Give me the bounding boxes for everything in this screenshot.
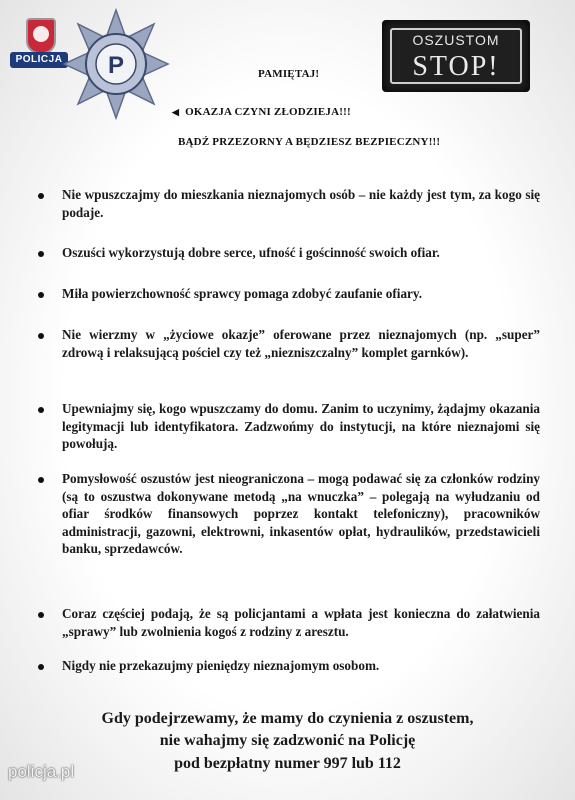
stamp-line-2: STOP! — [412, 51, 500, 82]
scam-stop-stamp — [382, 20, 530, 92]
list-item — [62, 326, 540, 361]
heading-occasion — [172, 106, 351, 118]
star-emblem-letter: P — [107, 52, 125, 79]
list-item-text: Nigdy nie przekazujmy pieniędzy nieznajomym osobom. — [62, 658, 380, 673]
bullet-icon — [38, 251, 44, 257]
police-logo — [10, 14, 68, 72]
stamp-line-1: OSZUSTOM — [412, 32, 500, 48]
footer-line-1: Gdy podejrzewamy, że mamy do czynienia z oszustem, — [101, 710, 474, 727]
heading-careful: BĄDŹ PRZEZORNY A BĘDZIESZ BEZPIECZNY!!! — [178, 136, 441, 148]
police-star-emblem — [62, 8, 170, 120]
list-item-text: Nie wpuszczajmy do mieszkania nieznajomych osób – nie każdy jest tym, za kogo się podaje. — [62, 187, 540, 220]
heading-occasion-text: OKAZJA CZYNI ZŁODZIEJA!!! — [185, 106, 351, 118]
list-item — [62, 285, 540, 303]
list-item-text: Upewniajmy się, kogo wpuszczamy do domu. Zanim to uczynimy, żądajmy okazania legitymacji lub identyfikatora. Zadzwońmy do instytucji, na które nieznajomi się powołują. — [62, 401, 540, 451]
heading-remember: PAMIĘTAJ! — [258, 68, 320, 80]
bullet-icon — [38, 612, 44, 618]
list-item — [62, 244, 540, 262]
site-watermark: policja.pl — [8, 762, 75, 781]
footer-line-2: nie wahajmy się zadzwonić na Policję — [159, 732, 416, 749]
list-item-text: Miła powierzchowność sprawcy pomaga zdobyć zaufanie ofiary. — [62, 286, 423, 301]
list-item — [62, 186, 540, 221]
footer-line-3: pod bezpłatny numer 997 lub 112 — [174, 755, 401, 772]
bullet-icon — [38, 333, 44, 339]
bullet-icon — [38, 193, 44, 199]
list-item-text: Coraz częściej podają, że są policjantami a wpłata jest konieczna do załatwienia „sprawy” lub zwolnienia kogoś z rodziny z aresztu. — [62, 606, 540, 639]
list-item — [62, 470, 540, 558]
list-item-text: Nie wierzmy w „życiowe okazje” oferowane przez nieznajomych (np. „super” zdrową i relaksującą pościel czy też „niezniszczalny” komplet garnków). — [62, 327, 540, 360]
bullet-icon — [38, 292, 44, 298]
eagle-shield-icon — [26, 18, 56, 54]
list-item — [62, 657, 540, 675]
bullet-icon — [38, 664, 44, 670]
bullet-icon — [38, 477, 44, 483]
police-badge-label: POLICJA — [10, 52, 68, 68]
bullet-icon — [38, 407, 44, 413]
list-item-text: Oszuści wykorzystują dobre serce, ufność i gościnność swoich ofiar. — [62, 245, 440, 260]
list-item-text: Pomysłowość oszustów jest nieograniczona – mogą podawać się za członków rodziny (są to oszustwa dokonywane metodą „na wnuczka” – polegają na wyłudzaniu od ofiar środków finansowych poprzez kontakt telefoniczny), pracowników administracji, gazowni, elektrowni, inkasentów opłat, hydraulików, przedstawicieli banku, sprzedawców. — [62, 471, 540, 556]
arrow-icon: ◀ — [172, 107, 180, 117]
list-item — [62, 605, 540, 640]
list-item — [62, 400, 540, 453]
